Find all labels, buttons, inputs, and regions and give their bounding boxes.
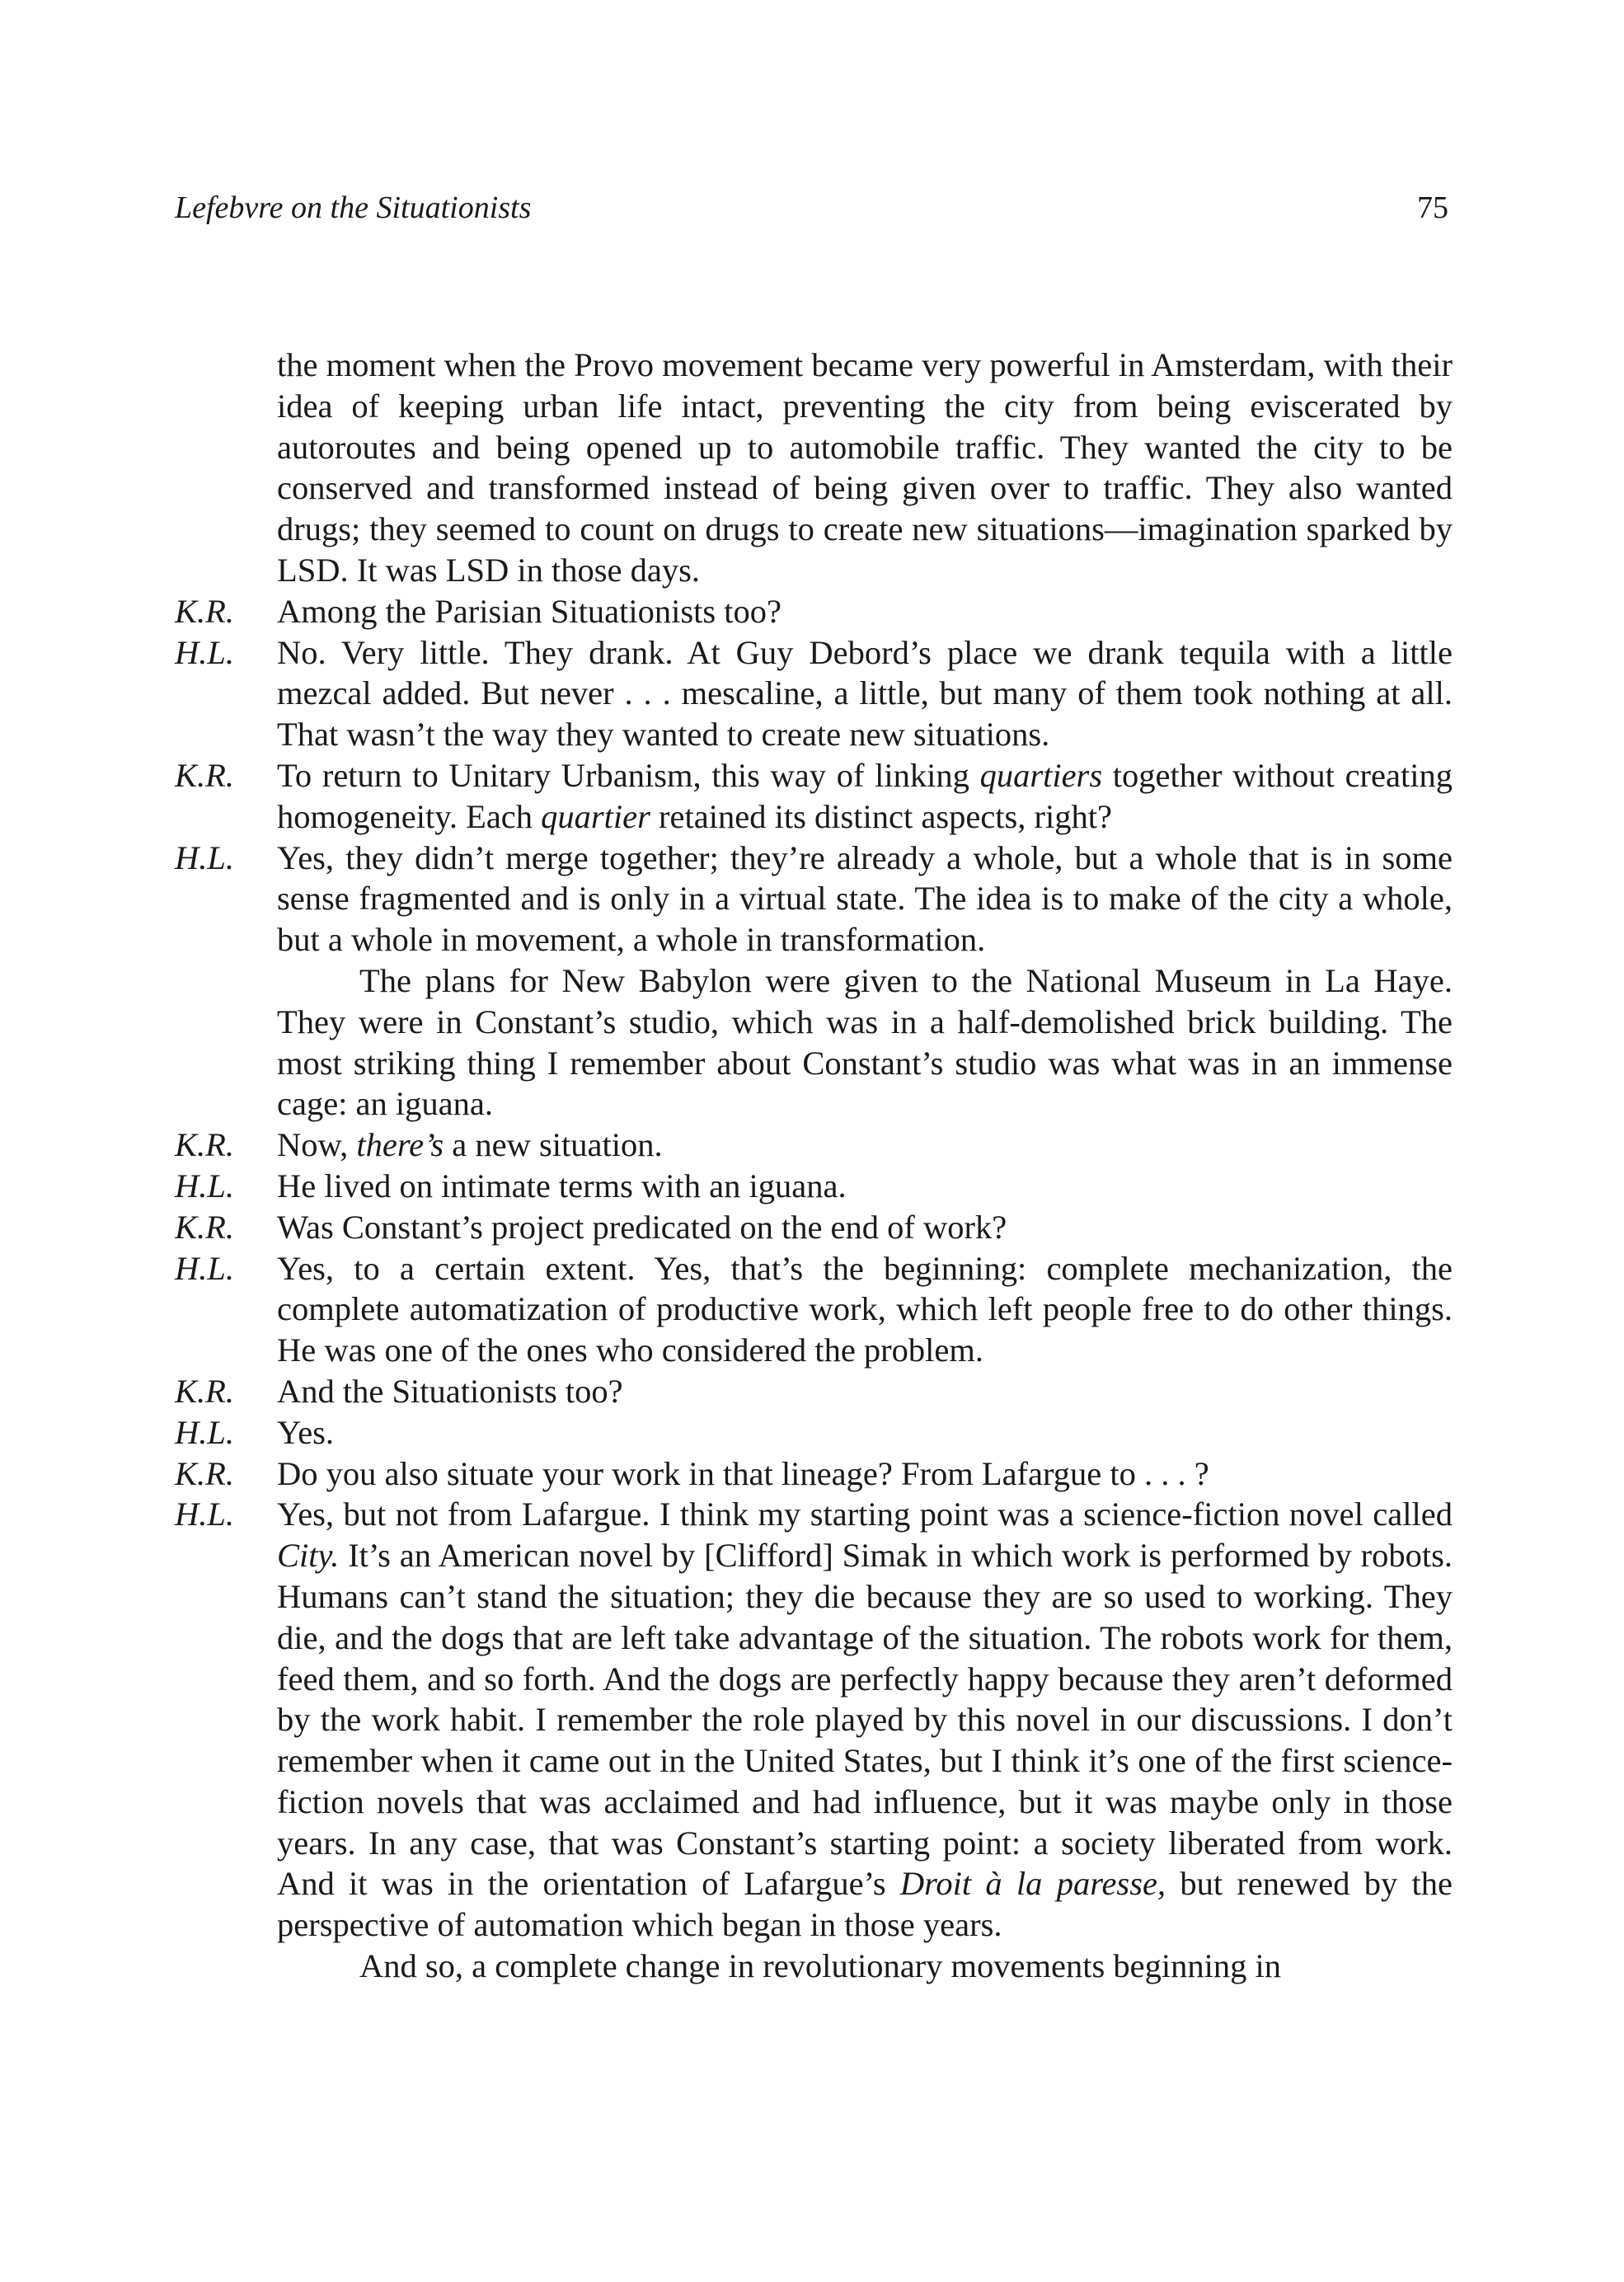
text-segment: the moment when the Provo movement became very powerful in Amsterdam, with their idea of keeping urban life intact, preventing the city from being eviscerated by autoroutes and being opened up to automobile traffic. They wanted the city to be conserved and transformed instead of being given over to traffic. They also wanted drugs; they seemed to count on drugs to create new situations—imagination sparked by LSD. It was LSD in those days.	[277, 346, 1453, 589]
speaker-label: H.L.	[175, 1413, 235, 1451]
speaker-label: H.L.	[175, 1249, 235, 1287]
speaker-label: H.L.	[175, 838, 235, 876]
page-number: 75	[1417, 190, 1448, 225]
interview-text	[175, 345, 1453, 1987]
italic-text: there’s	[356, 1126, 444, 1164]
text-segment: Yes, to a certain extent. Yes, that’s the beginning: complete mechanization, the complete automatization of productive work, which left people free to do other things. He was one of the ones who considered the problem.	[277, 1249, 1453, 1369]
text-segment: Yes.	[277, 1413, 335, 1451]
paragraph	[175, 1371, 1453, 1412]
paragraph	[175, 1248, 1453, 1371]
paragraph	[175, 960, 1453, 1125]
paragraph	[175, 1412, 1453, 1453]
running-head	[175, 183, 1448, 232]
text-segment: Do you also situate your work in that lineage? From Lafargue to . . . ?	[277, 1454, 1209, 1492]
text-segment: No. Very little. They drank. At Guy Debord’s place we drank tequila with a little mezcal added. But never . . . mescaline, a little, but many of them took nothing at all. That wasn’t the way they wanted to create new situations.	[277, 633, 1453, 754]
paragraph	[175, 838, 1453, 960]
italic-text: quartier	[541, 797, 650, 835]
italic-text: Droit à la paresse,	[899, 1865, 1166, 1903]
text-segment: together without creating homogeneity. Each	[277, 756, 1453, 835]
speaker-label: K.R.	[175, 756, 235, 794]
speaker-label: K.R.	[175, 1208, 235, 1246]
text-segment: And the Situationists too?	[277, 1372, 623, 1410]
paragraph	[175, 591, 1453, 632]
speaker-label: K.R.	[175, 1454, 235, 1492]
text-segment: And so, a complete change in revolutionary movements beginning in	[359, 1947, 1281, 1985]
text-segment: Yes, they didn’t merge together; they’re already a whole, but a whole that is in some sense fragmented and is only in a virtual state. The idea is to make of the city a whole, but a whole in movement, a whole in transformation.	[277, 838, 1453, 959]
paragraph	[175, 1166, 1453, 1207]
paragraph	[175, 345, 1453, 591]
text-segment: Among the Parisian Situationists too?	[277, 592, 781, 630]
speaker-label: H.L.	[175, 1496, 235, 1533]
speaker-label: K.R.	[175, 592, 235, 630]
paragraph	[175, 1453, 1453, 1495]
speaker-label: K.R.	[175, 1372, 235, 1410]
text-segment: a new situation.	[444, 1126, 663, 1164]
text-segment: retained its distinct aspects, right?	[650, 797, 1113, 835]
speaker-label: H.L.	[175, 633, 235, 671]
text-segment: He lived on intimate terms with an iguana.	[277, 1167, 847, 1204]
text-segment: but renewed by the perspective of automation which began in those years.	[277, 1865, 1453, 1944]
text-segment: Was Constant’s project predicated on the end of work?	[277, 1208, 1007, 1246]
text-segment: To return to Unitary Urbanism, this way of linking	[277, 756, 980, 794]
paragraph	[175, 755, 1453, 838]
text-segment: Now,	[277, 1126, 357, 1164]
text-segment: Yes, but not from Lafargue. I think my starting point was a science-fiction novel called	[277, 1496, 1453, 1533]
speaker-label: H.L.	[175, 1167, 235, 1204]
text-segment: It’s an American novel by [Clifford] Simak in which work is performed by robots. Humans can’t stand the situation; they die because they are so used to working. They die, and the dogs that are left take advantage of the situation. The robots work for them, feed them, and so forth. And the dogs are perfectly happy because they aren’t deformed by the work habit. I remember the role played by this novel in our discussions. I don’t remember when it came out in the United States, but I think it’s one of the first science-fiction novels that was acclaimed and had influence, but it was maybe only in those years. In any case, that was Constant’s starting point: a society liberated from work. And it was in the orientation of Lafargue’s	[277, 1537, 1453, 1903]
paragraph	[175, 632, 1453, 755]
italic-text: quartiers	[979, 756, 1103, 794]
paragraph	[175, 1207, 1453, 1248]
text-segment: The plans for New Babylon were given to the National Museum in La Haye. They were in Constant’s studio, which was in a half-demolished brick building. The most striking thing I remember about Constant’s studio was what was in an immense cage: an iguana.	[277, 961, 1453, 1123]
paragraph	[175, 1494, 1453, 1946]
running-title: Lefebvre on the Situationists	[175, 190, 532, 225]
speaker-label: K.R.	[175, 1126, 235, 1164]
paragraph	[175, 1125, 1453, 1166]
paragraph	[175, 1946, 1453, 1987]
italic-text: City.	[277, 1537, 340, 1575]
